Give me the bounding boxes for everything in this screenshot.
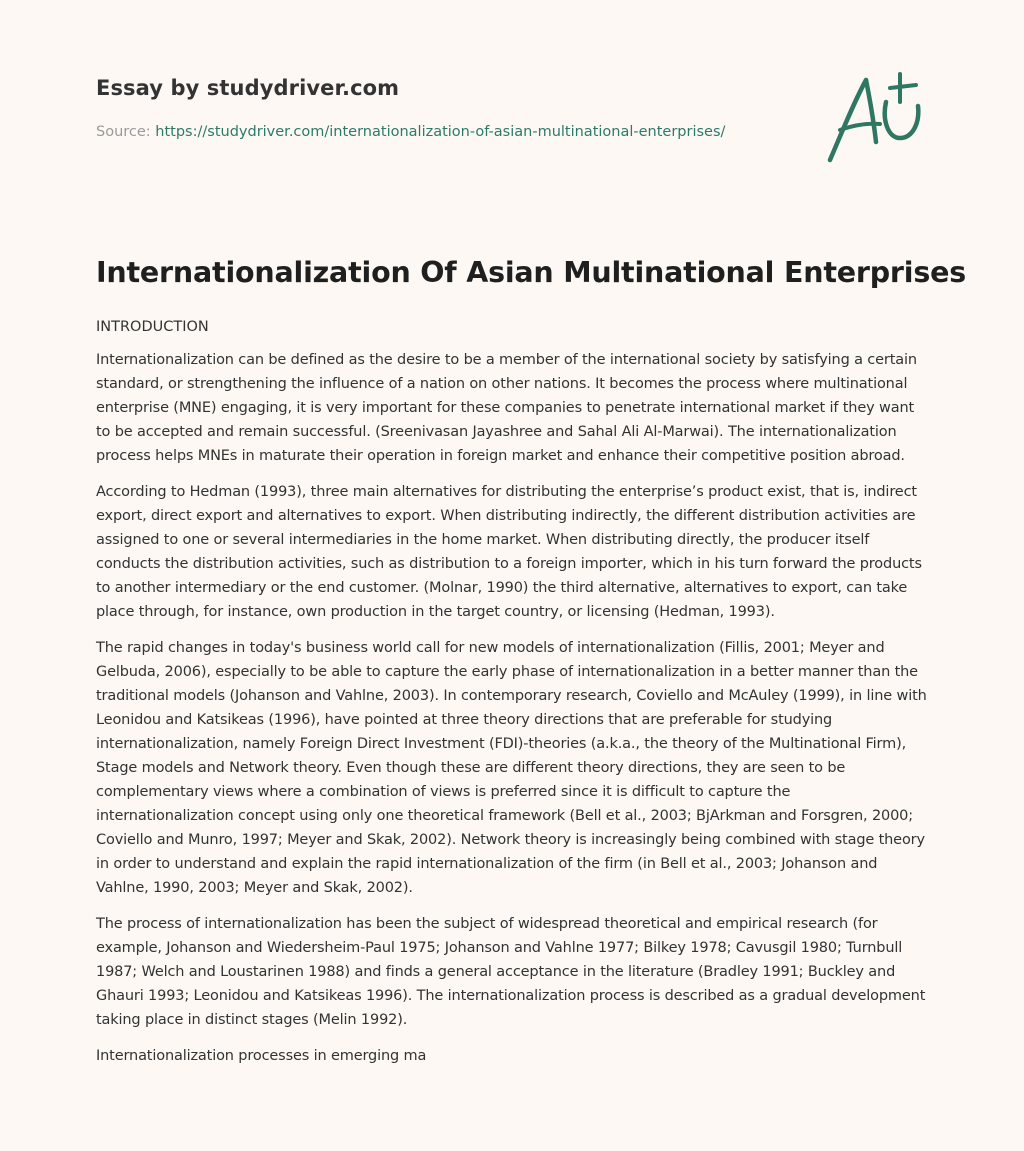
paragraph-1: Internationalization can be defined as the desire to be a member of the international society by satisfying a certain standard, or strengthening the influence of a nation on other nations. It becomes the process where multinational enterprise (MNE) engaging, it is very important for these companies to penetrate international market if they want to be accepted and remain successful. (Sreenivasan Jayashree and Sahal Ali Al-Marwai). The internationalization process helps MNEs in maturate their operation in foreign market and enhance their competitive position abroad. xyxy=(96,352,917,464)
section-heading: INTRODUCTION xyxy=(96,319,209,335)
paragraph-2: According to Hedman (1993), three main alternatives for distributing the enterprise’s product exist, that is, indirect export, direct export and alternatives to export. When distributing indirectly, the different distribution activities are assigned to one or several intermediaries in the home market. When distributing directly, the producer itself conducts the distribution activities, such as distribution to a foreign importer, which in his turn forward the products to another intermediary or the end customer. (Molnar, 1990) the third alternative, alternatives to export, can take place through, for instance, own production in the target country, or licensing (Hedman, 1993). xyxy=(96,484,922,620)
paragraph-4: The process of internationalization has been the subject of widespread theoretical and empirical research (for example, Johanson and Wiedersheim-Paul 1975; Johanson and Vahlne 1977; Bilkey 1978; Cavusgil 1980; Turnbull 1987; Welch and Loustarinen 1988) and finds a general acceptance in the literature (Bradley 1991; Buckley and Ghauri 1993; Leonidou and Katsikeas 1996). The internationalization process is described as a gradual development taking place in distinct stages (Melin 1992). xyxy=(96,916,926,1028)
site-brand: Essay by studydriver.com xyxy=(96,76,400,100)
a-plus-logo-icon xyxy=(820,68,930,166)
essay-body xyxy=(96,315,928,1080)
paragraph-5: Internationalization processes in emerging ma xyxy=(96,1048,427,1064)
source-label: Source: xyxy=(96,124,156,140)
source-line xyxy=(96,124,725,140)
essay-title: Internationalization Of Asian Multinational Enterprises xyxy=(96,256,967,289)
paragraph-3: The rapid changes in today's business world call for new models of internationalization (Fillis, 2001; Meyer and Gelbuda, 2006), especially to be able to capture the early phase of internationalization in a better manner than the traditional models (Johanson and Vahlne, 2003). In contemporary research, Coviello and McAuley (1999), in line with Leonidou and Katsikeas (1996), have pointed at three theory directions that are preferable for studying internationalization, namely Foreign Direct Investment (FDI)-theories (a.k.a., the theory of the Multinational Firm), Stage models and Network theory. Even though these are different theory directions, they are seen to be complementary views where a combination of views is preferred since it is difficult to capture the internationalization concept using only one theoretical framework (Bell et al., 2003; BjArkman and Forsgren, 2000; Coviello and Munro, 1997; Meyer and Skak, 2002). Network theory is increasingly being combined with stage theory in order to understand and explain the rapid internationalization of the firm (in Bell et al., 2003; Johanson and Vahlne, 1990, 2003; Meyer and Skak, 2002). xyxy=(96,640,927,896)
source-link[interactable]: https://studydriver.com/internationalization-of-asian-multinational-enterprises/ xyxy=(155,124,726,140)
